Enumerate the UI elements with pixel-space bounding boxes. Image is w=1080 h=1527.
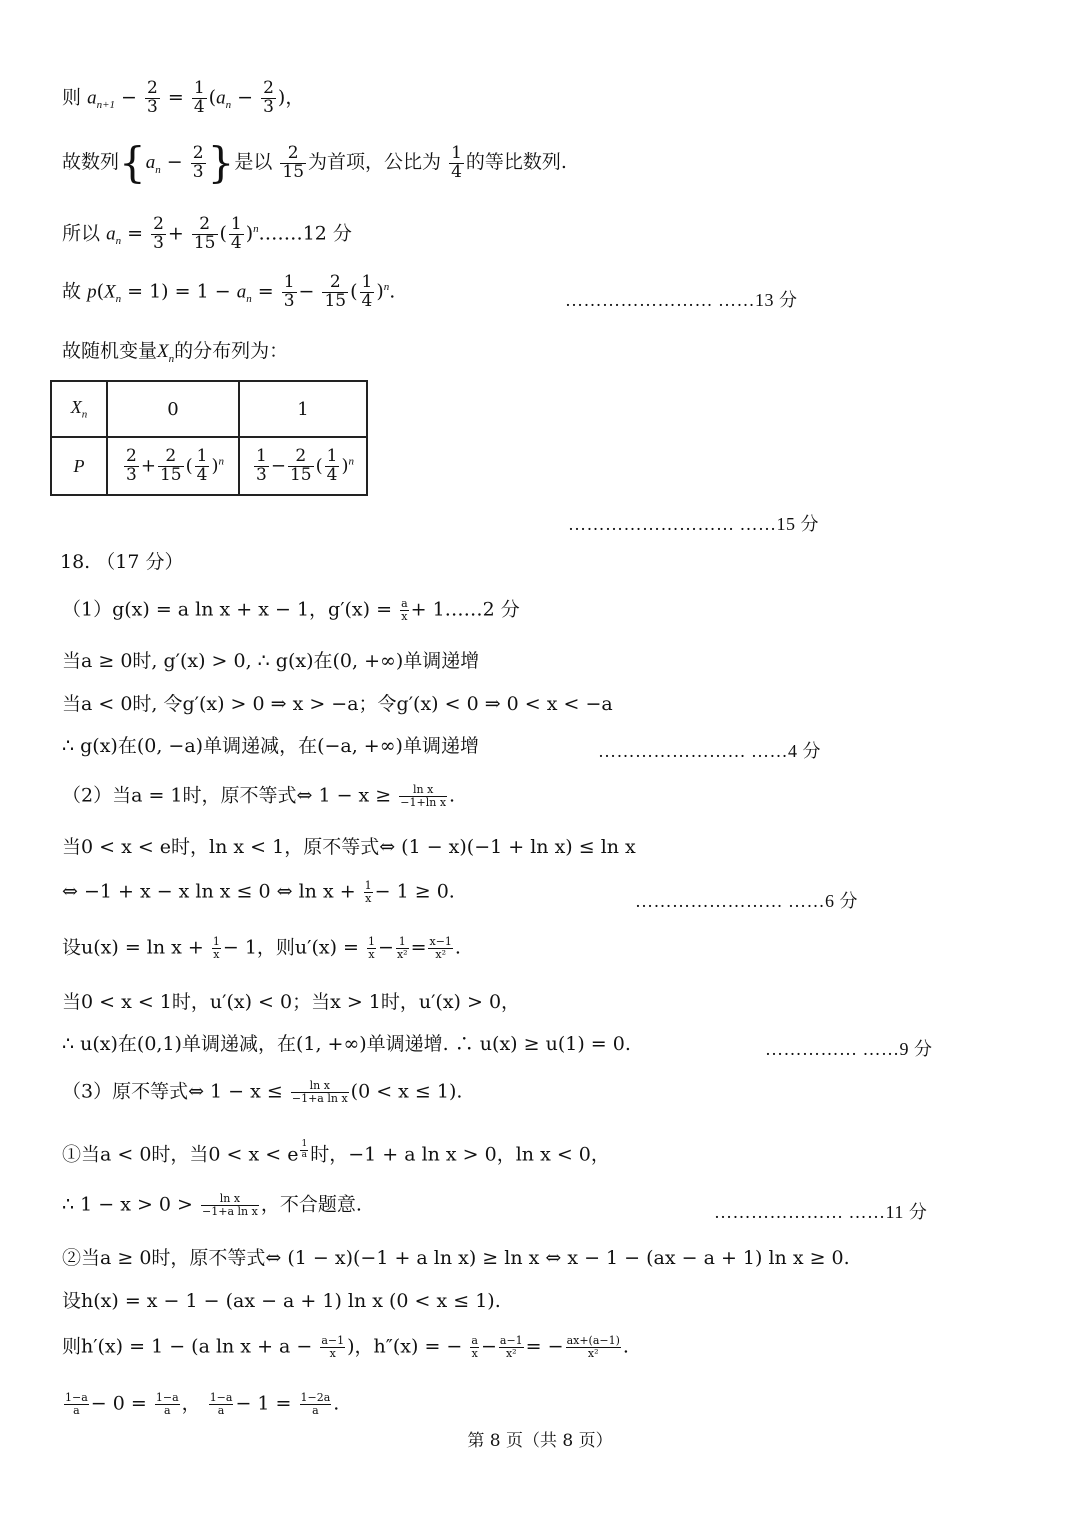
part3-derivatives: 则h′(x) = 1 − (a ln x + a − $\frac{a-1}{x}$ )，h″(x) = − $\frac{a}{x}$ − $\frac{a-1}{\text{x²}}$ = − $\frac{ax+(a-1)}{\text{x²}}$ . <box>62 1334 629 1361</box>
part2-intro: （2）当a = 1时，原不等式⇔ 1 − x ≥ $\frac{\text{ln x}}{\text{−1+ln x}}$ . <box>62 783 456 810</box>
score-9: …………… ……9 分 <box>765 1039 933 1059</box>
distribution-table <box>50 380 368 496</box>
score-11: ………………… ……11 分 <box>714 1202 928 1222</box>
table-header-1: 1 <box>239 381 367 437</box>
part1-derivative: （1）g(x) = a ln x + x − 1，g′(x) = $\frac{a}{x}$ + 1……2 分 <box>62 597 520 624</box>
part3-intro: （3）原不等式⇔ 1 − x ≤ $\frac{\text{ln x}}{\text{−1+a ln x}}$ (0 < x ≤ 1). <box>62 1079 463 1106</box>
part1-conclusion: ∴ g(x)在(0, −a)单调递减，在(−a, +∞)单调递增 <box>62 735 479 757</box>
part2-conclusion: ∴ u(x)在(0,1)单调递减，在(1, +∞)单调递增. ∴ u(x) ≥ u(1) = 0. <box>62 1033 631 1055</box>
geometric-sequence-statement: 故数列{$a_n$ − $\frac{2}{3}$ }是以 $\frac{2}{15}$ 为首项，公比为 $\frac{1}{4}$ 的等比数列. <box>62 138 567 187</box>
part2-case: 当0 < x < e时，ln x < 1，原不等式⇔ (1 − x)(−1 + ln x) ≤ ln x <box>62 836 636 858</box>
table-cell-p0: $\frac{2}{3}$ + $\frac{2}{15}$ ( $\frac{1}{4}$ )$^n$ <box>107 437 239 495</box>
score-6: …………………… ……6 分 <box>635 891 858 911</box>
part1-case-a-nonneg: 当a ≥ 0时, g′(x) > 0, ∴ g(x)在(0, +∞)单调递增 <box>62 650 480 672</box>
part3-case2: ②当a ≥ 0时，原不等式⇔ (1 − x)(−1 + a ln x) ≥ ln x ⇔ x − 1 − (ax − a + 1) ln x ≥ 0. <box>62 1247 850 1269</box>
part3-roots: $\frac{1-a}{a}$ − 0 = $\frac{1-a}{a}$ ， $\frac{1-a}{a}$ − 1 = $\frac{1-2a}{a}$ . <box>65 1391 340 1418</box>
probability-formula: 故 $p(X_n = 1) = 1 - a_n$ = $\frac{1}{3}$ − $\frac{2}{15}$ ( $\frac{1}{4}$ )$^n$. <box>62 272 396 311</box>
an-formula: 所以 $a_n$ = $\frac{2}{3}$ + $\frac{2}{15}$ ( $\frac{1}{4}$ )$^n$.……12 分 <box>62 214 352 253</box>
page-footer: 第 8 页（共 8 页） <box>467 1431 613 1451</box>
part2-equivalence: ⇔ −1 + x − x ln x ≤ 0 ⇔ ln x + $\frac{1}{x}$ − 1 ≥ 0. <box>62 879 455 906</box>
table-header-var: $X_n$ <box>51 381 107 437</box>
table-row-label: P <box>51 437 107 495</box>
part3-case1-conclusion: ∴ 1 − x > 0 > $\frac{\text{ln x}}{\text{−1+a ln x}}$ ，不合题意. <box>62 1192 362 1219</box>
part3-define-h: 设h(x) = x − 1 − (ax − a + 1) ln x (0 < x ≤ 1). <box>62 1290 501 1312</box>
score-13: …………………… ……13 分 <box>565 290 798 310</box>
distribution-intro: 故随机变量$X_n$的分布列为： <box>62 340 289 365</box>
part1-case-a-neg: 当a < 0时, 令g′(x) > 0 ⇒ x > −a；令g′(x) < 0 ⇒ 0 < x < −a <box>62 693 613 715</box>
part2-monotonic: 当0 < x < 1时，u′(x) < 0；当x > 1时，u′(x) > 0， <box>62 991 521 1013</box>
table-header-0: 0 <box>107 381 239 437</box>
table-cell-p1: $\frac{1}{3}$ − $\frac{2}{15}$ ( $\frac{1}{4}$ )$^n$ <box>239 437 367 495</box>
question-18-heading: 18. （17 分） <box>60 551 184 573</box>
part3-case1: ①当a < 0时，当0 < x < e $^{\frac{1}{a}}$ 时，−1 + a ln x > 0，ln x < 0， <box>62 1139 610 1166</box>
score-4: …………………… ……4 分 <box>598 741 821 761</box>
score-15: ……………………… ……15 分 <box>568 514 819 534</box>
equation-recurrence: 则 $a_{n+1}$ − $\frac{2}{3}$ = $\frac{1}{4}$ ($a_n$ − $\frac{2}{3}$ )， <box>62 78 305 117</box>
part2-define-u: 设u(x) = ln x + $\frac{1}{x}$ − 1，则u′(x) = $\frac{1}{x}$ − $\frac{1}{\text{x²}}$ = $\frac{x-1}{\text{x²}}$ . <box>62 935 461 962</box>
